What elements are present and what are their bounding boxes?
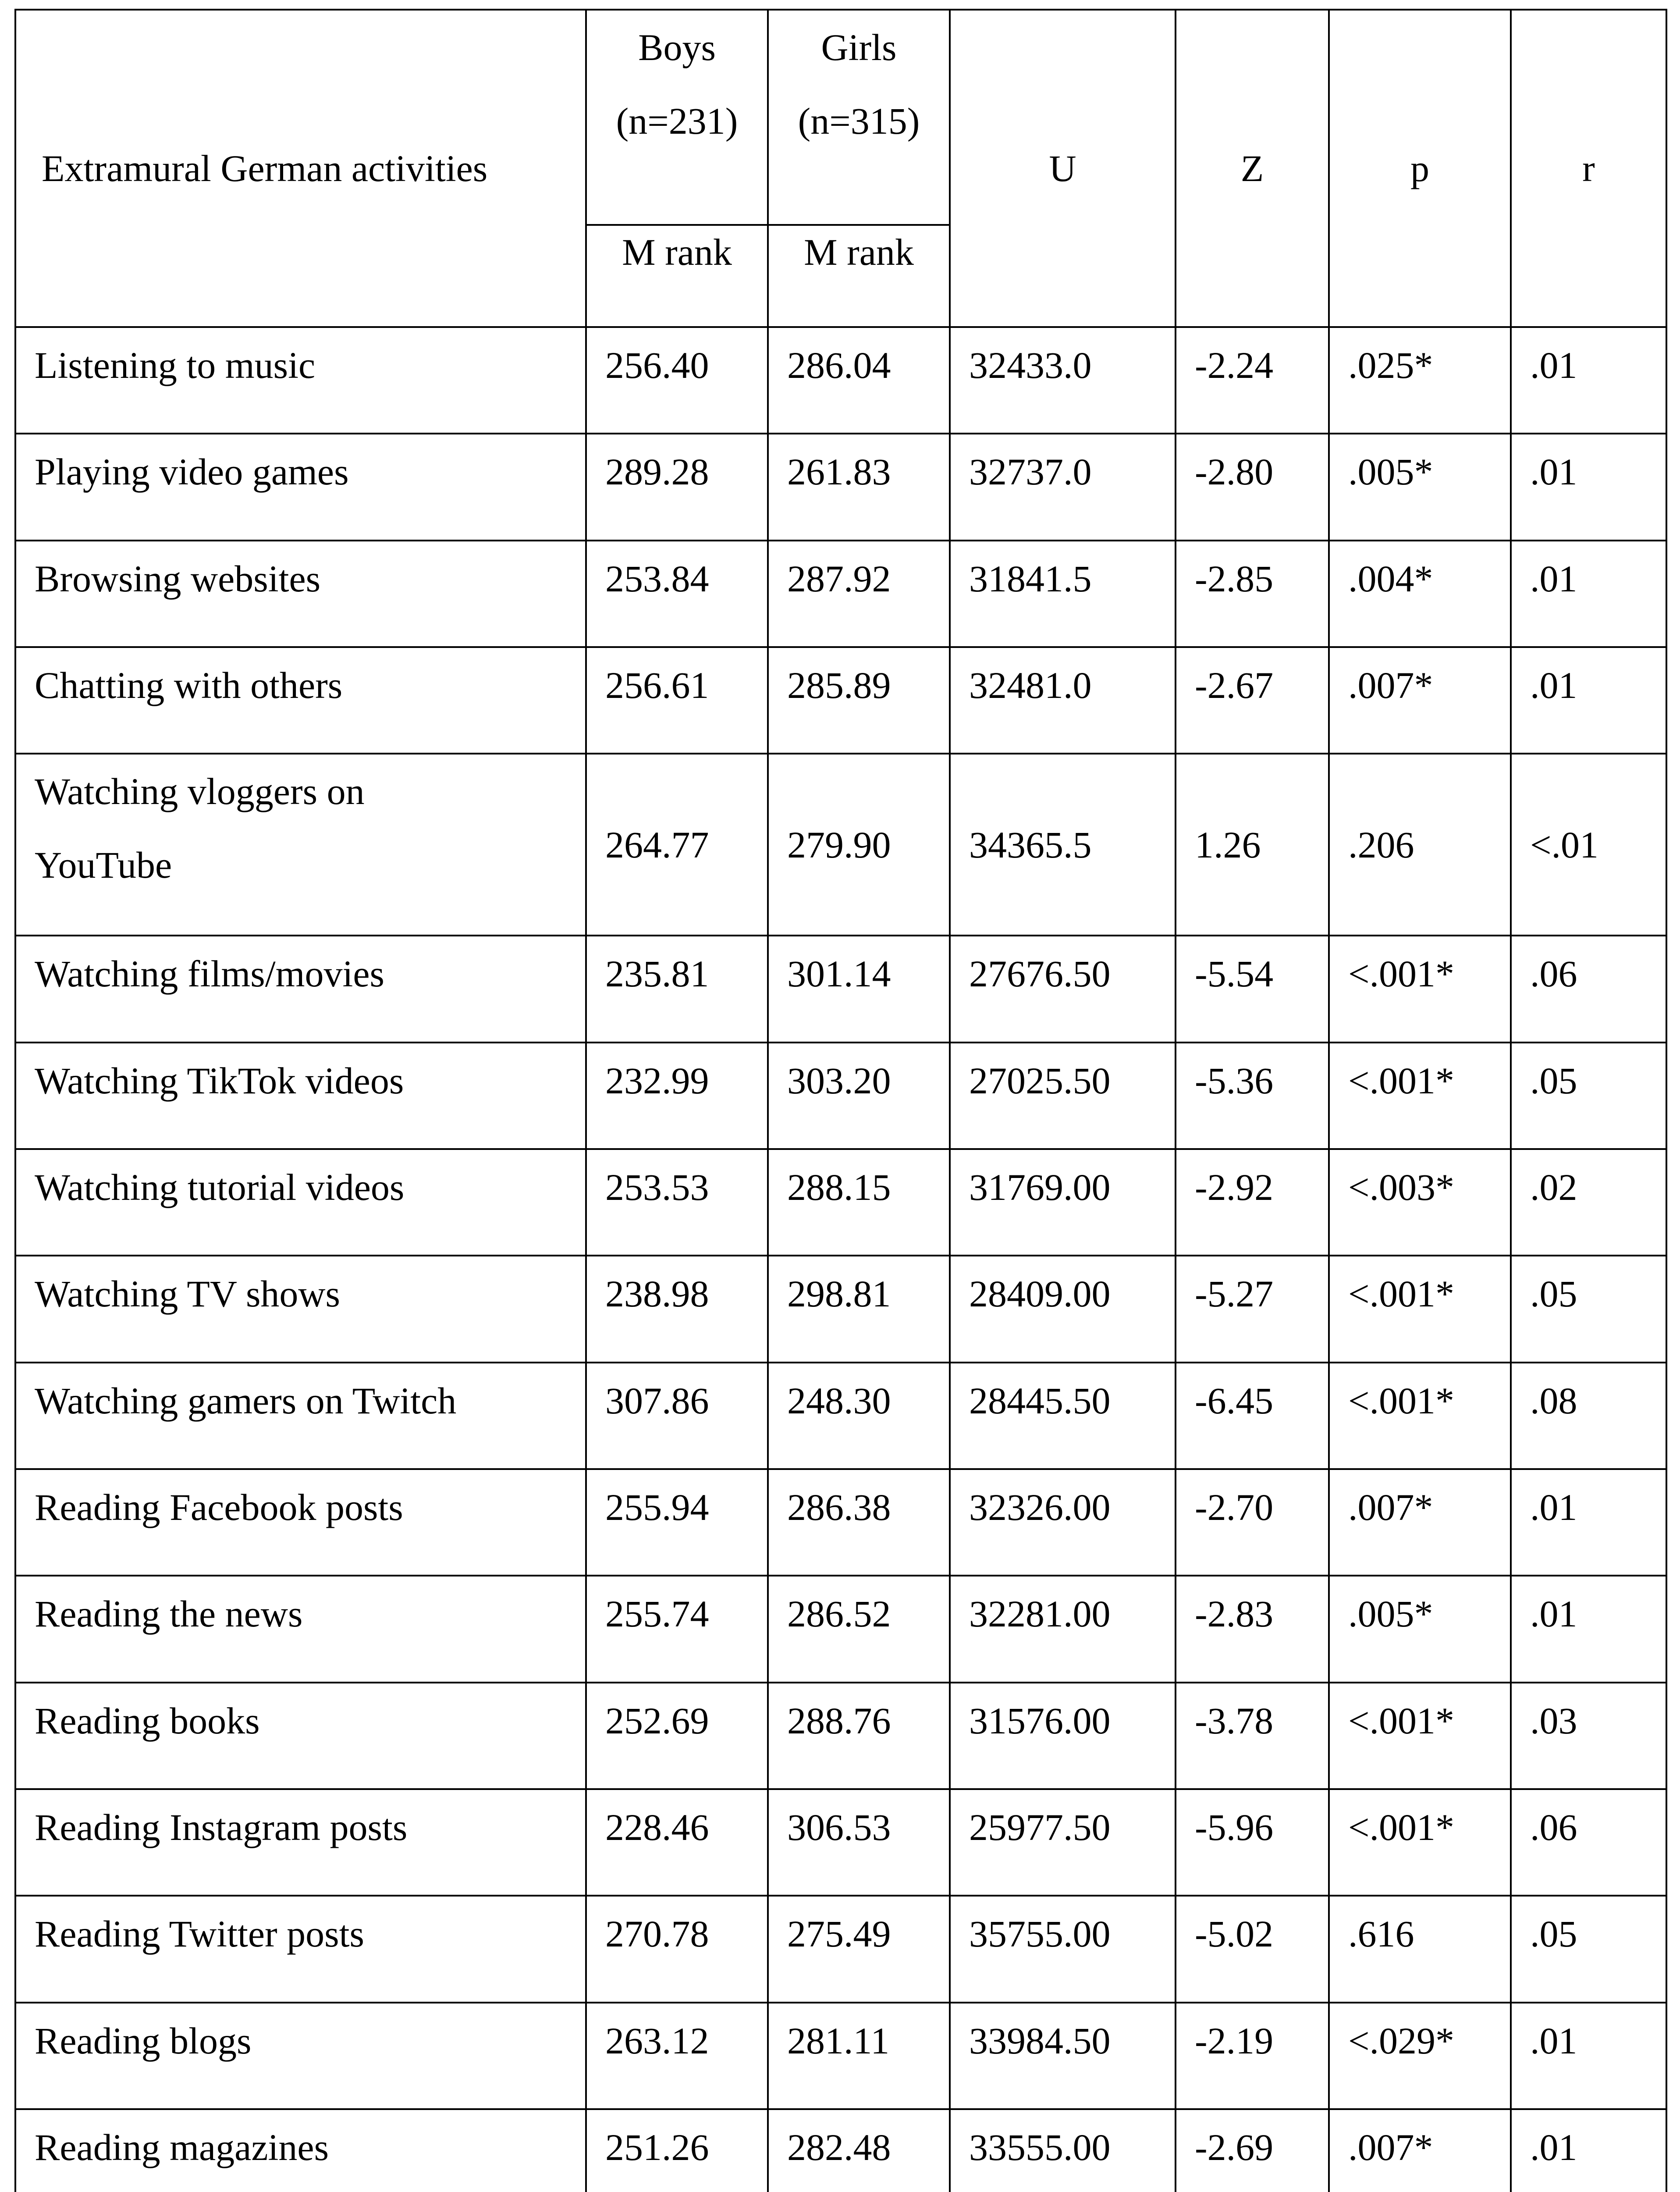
table-row: [15, 2003, 1666, 2109]
cell-p: <.001*: [1329, 1256, 1511, 1362]
table-row: [15, 434, 1666, 540]
cell-u: 27025.50: [950, 1043, 1176, 1149]
cell-girls: 306.53: [768, 1789, 950, 1896]
cell-z: -5.96: [1176, 1789, 1329, 1896]
cell-boys: 252.69: [586, 1683, 768, 1789]
cell-girls: 282.48: [768, 2109, 950, 2192]
cell-boys: 253.84: [586, 541, 768, 647]
cell-r: .01: [1511, 1576, 1666, 1682]
header-girls-n: (n=315): [798, 100, 920, 142]
table-row: [15, 1469, 1666, 1576]
cell-u: 33984.50: [950, 2003, 1176, 2109]
header-u: U: [950, 10, 1176, 327]
cell-p: <.001*: [1329, 1789, 1511, 1896]
cell-r: .05: [1511, 1256, 1666, 1362]
cell-z: 1.26: [1176, 754, 1329, 936]
header-z: Z: [1176, 10, 1329, 327]
cell-girls: 288.15: [768, 1149, 950, 1256]
cell-u: 34365.5: [950, 754, 1176, 936]
table-row: [15, 754, 1666, 936]
cell-u: 32433.0: [950, 327, 1176, 434]
cell-r: .03: [1511, 1683, 1666, 1789]
cell-u: 32326.00: [950, 1469, 1176, 1576]
table-row: [15, 1896, 1666, 2002]
cell-p: .007*: [1329, 2109, 1511, 2192]
cell-z: -6.45: [1176, 1363, 1329, 1469]
cell-activity: Watching tutorial videos: [15, 1149, 586, 1256]
cell-activity: Chatting with others: [15, 647, 586, 754]
header-girls-label: Girls: [821, 26, 897, 68]
table-row: [15, 936, 1666, 1042]
cell-u: 31841.5: [950, 541, 1176, 647]
cell-r: .08: [1511, 1363, 1666, 1469]
cell-z: -5.36: [1176, 1043, 1329, 1149]
cell-activity: Listening to music: [15, 327, 586, 434]
header-row: [15, 10, 1666, 225]
cell-girls: 286.38: [768, 1469, 950, 1576]
cell-activity: Reading Instagram posts: [15, 1789, 586, 1896]
cell-girls: 298.81: [768, 1256, 950, 1362]
cell-girls: 286.52: [768, 1576, 950, 1682]
cell-boys: 232.99: [586, 1043, 768, 1149]
cell-boys: 263.12: [586, 2003, 768, 2109]
table-row: [15, 1789, 1666, 1896]
cell-r: .01: [1511, 647, 1666, 754]
header-boys-n: (n=231): [616, 100, 738, 142]
cell-z: -5.54: [1176, 936, 1329, 1042]
cell-boys: 238.98: [586, 1256, 768, 1362]
cell-u: 33555.00: [950, 2109, 1176, 2192]
cell-r: .06: [1511, 1789, 1666, 1896]
cell-activity: Watching films/movies: [15, 936, 586, 1042]
cell-boys: 253.53: [586, 1149, 768, 1256]
table-row: [15, 1256, 1666, 1362]
cell-girls: 248.30: [768, 1363, 950, 1469]
cell-u: 28445.50: [950, 1363, 1176, 1469]
cell-u: 32737.0: [950, 434, 1176, 540]
cell-activity-line1: Watching vloggers on: [35, 770, 365, 813]
cell-boys: 255.74: [586, 1576, 768, 1682]
header-r: r: [1511, 10, 1666, 327]
cell-p: .004*: [1329, 541, 1511, 647]
header-activities: Extramural German activities: [15, 10, 586, 327]
cell-activity: Browsing websites: [15, 541, 586, 647]
cell-p: .007*: [1329, 1469, 1511, 1576]
cell-r: .02: [1511, 1149, 1666, 1256]
cell-girls: 285.89: [768, 647, 950, 754]
cell-u: 31769.00: [950, 1149, 1176, 1256]
cell-boys: 256.40: [586, 327, 768, 434]
cell-r: .01: [1511, 434, 1666, 540]
cell-u: 32281.00: [950, 1576, 1176, 1682]
cell-girls: 281.11: [768, 2003, 950, 2109]
cell-z: -5.02: [1176, 1896, 1329, 2002]
cell-u: 25977.50: [950, 1789, 1176, 1896]
table-row: [15, 1043, 1666, 1149]
table-row: [15, 1363, 1666, 1469]
cell-r: .05: [1511, 1043, 1666, 1149]
cell-z: -2.67: [1176, 647, 1329, 754]
cell-activity: Reading Twitter posts: [15, 1896, 586, 2002]
cell-activity: Reading Facebook posts: [15, 1469, 586, 1576]
table-row: [15, 2109, 1666, 2192]
table-row: [15, 1683, 1666, 1789]
header-girls: [768, 10, 950, 225]
cell-activity: Watching TV shows: [15, 1256, 586, 1362]
cell-z: -5.27: [1176, 1256, 1329, 1362]
cell-p: <.001*: [1329, 1683, 1511, 1789]
cell-p: .005*: [1329, 1576, 1511, 1682]
cell-z: -2.92: [1176, 1149, 1329, 1256]
cell-p: <.029*: [1329, 2003, 1511, 2109]
cell-z: -3.78: [1176, 1683, 1329, 1789]
cell-r: .01: [1511, 1469, 1666, 1576]
cell-z: -2.70: [1176, 1469, 1329, 1576]
cell-p: .005*: [1329, 434, 1511, 540]
cell-z: -2.83: [1176, 1576, 1329, 1682]
cell-p: .007*: [1329, 647, 1511, 754]
cell-u: 32481.0: [950, 647, 1176, 754]
cell-z: -2.24: [1176, 327, 1329, 434]
cell-activity: Playing video games: [15, 434, 586, 540]
cell-p: .025*: [1329, 327, 1511, 434]
cell-u: 28409.00: [950, 1256, 1176, 1362]
table-row: [15, 1149, 1666, 1256]
table-row: [15, 1576, 1666, 1682]
cell-z: -2.69: [1176, 2109, 1329, 2192]
cell-r: .06: [1511, 936, 1666, 1042]
header-girls-mrank: M rank: [768, 225, 950, 327]
cell-u: 31576.00: [950, 1683, 1176, 1789]
cell-u: 27676.50: [950, 936, 1176, 1042]
cell-p: .206: [1329, 754, 1511, 936]
cell-activity: [15, 754, 586, 936]
cell-girls: 261.83: [768, 434, 950, 540]
cell-p: <.001*: [1329, 936, 1511, 1042]
cell-boys: 251.26: [586, 2109, 768, 2192]
cell-p: <.003*: [1329, 1149, 1511, 1256]
cell-boys: 264.77: [586, 754, 768, 936]
cell-girls: 279.90: [768, 754, 950, 936]
table-row: [15, 541, 1666, 647]
cell-z: -2.85: [1176, 541, 1329, 647]
header-boys-mrank: M rank: [586, 225, 768, 327]
cell-activity-line2: YouTube: [35, 844, 172, 886]
cell-z: -2.80: [1176, 434, 1329, 540]
cell-boys: 255.94: [586, 1469, 768, 1576]
cell-z: -2.19: [1176, 2003, 1329, 2109]
cell-girls: 275.49: [768, 1896, 950, 2002]
cell-r: .01: [1511, 2003, 1666, 2109]
cell-girls: 288.76: [768, 1683, 950, 1789]
cell-r: .01: [1511, 327, 1666, 434]
cell-activity: Reading blogs: [15, 2003, 586, 2109]
cell-girls: 286.04: [768, 327, 950, 434]
cell-p: .616: [1329, 1896, 1511, 2002]
header-p: p: [1329, 10, 1511, 327]
cell-activity: Reading magazines: [15, 2109, 586, 2192]
cell-r: .05: [1511, 1896, 1666, 2002]
cell-girls: 301.14: [768, 936, 950, 1042]
cell-u: 35755.00: [950, 1896, 1176, 2002]
statistics-table: [14, 9, 1667, 2192]
cell-boys: 228.46: [586, 1789, 768, 1896]
cell-activity: Reading books: [15, 1683, 586, 1789]
header-boys-label: Boys: [638, 26, 716, 68]
table-row: [15, 327, 1666, 434]
header-boys: [586, 10, 768, 225]
cell-p: <.001*: [1329, 1043, 1511, 1149]
cell-activity: Reading the news: [15, 1576, 586, 1682]
cell-r: <.01: [1511, 754, 1666, 936]
cell-boys: 270.78: [586, 1896, 768, 2002]
cell-p: <.001*: [1329, 1363, 1511, 1469]
table-row: [15, 647, 1666, 754]
cell-boys: 307.86: [586, 1363, 768, 1469]
cell-boys: 235.81: [586, 936, 768, 1042]
cell-girls: 303.20: [768, 1043, 950, 1149]
cell-girls: 287.92: [768, 541, 950, 647]
cell-r: .01: [1511, 541, 1666, 647]
cell-activity: Watching TikTok videos: [15, 1043, 586, 1149]
cell-boys: 256.61: [586, 647, 768, 754]
cell-activity: Watching gamers on Twitch: [15, 1363, 586, 1469]
cell-boys: 289.28: [586, 434, 768, 540]
cell-r: .01: [1511, 2109, 1666, 2192]
